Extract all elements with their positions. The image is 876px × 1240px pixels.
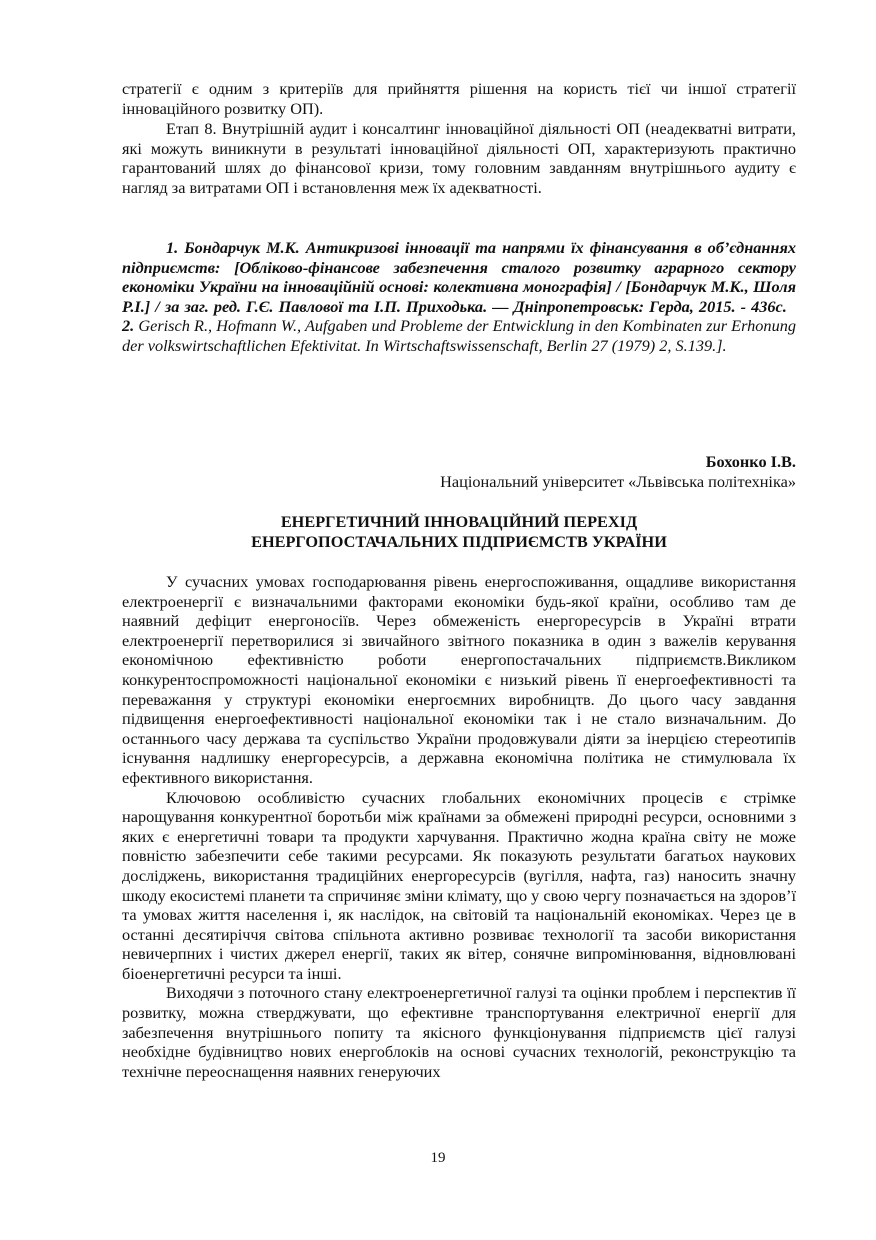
body-paragraph: Виходячи з поточного стану електроенергетичної галузі та оцінки проблем і перспектив її розвитку, можна стверджувати, що ефективне транспортування електричної енергії для забезпечення внутрішнього попиту та якісного функціонування підприємств цієї галузі необхідне будівництво нових енергоблоків на основі сучасних технологій, реконструкцію та технічне переоснащення наявних генеруючих <box>122 983 796 1081</box>
top-section <box>122 79 796 198</box>
article-title-line-1: ЕНЕРГЕТИЧНИЙ ІННОВАЦІЙНИЙ ПЕРЕХІД <box>280 512 638 532</box>
author-name: Бохонко І.В. <box>705 452 796 471</box>
page-number: 19 <box>430 1150 446 1166</box>
article-body <box>122 572 796 1081</box>
continuation-paragraph: стратегії є одним з критеріїв для прийняття рішення на користь тієї чи іншої стратегії інноваційного розвитку ОП). <box>122 79 796 118</box>
body-paragraph: Ключовою особливістю сучасних глобальних економічних процесів є стрімке нарощування конкурентної боротьби між країнами за обмежені природні ресурси, основними з яких є енергетичні товари та продукти харчування. Практично жодна країна світу не може повністю забезпечити себе такими ресурсами. Як показують результати багатьох наукових досліджень, використання традиційних енергоресурсів (вугілля, нафта, газ) наносить значну шкоду екосистемі планети та спричиняє зміни клімату, що у свою чергу позначається на здоров’ї та умовах життя населення і, як наслідок, на світовій та національній економіках. Через це в останні десятиріччя світова спільнота активно розвиває технології та засоби використання невичерпних і чистих джерел енергії, таких як вітер, сонячне випромінювання, відновлювані біоенергетичні ресурси та інші. <box>122 787 796 983</box>
author-affiliation: Національний університет «Львівська політехніка» <box>440 471 796 491</box>
body-paragraph: У сучасних умовах господарювання рівень енергоспоживання, ощадливе використання електроенергії є визначальними факторами економіки будь-якої країни, особливо там де наявний дефіцит енергоносіїв. Через обмеженість енергоресурсів в Україні втрати електроенергії перетворилися зі звичайного звітного показника в один з важелів керування економічною ефективністю роботи енергопостачальних підприємств.Викликом конкурентоспроможності національної економіки є низький рівень її енергоефективності та переважання у структурі економіки енергоємних виробництв. До цього часу завдання підвищення енергоефективності національної економіки так і не стало визначальним. До останнього часу держава та суспільство України продовжували діяти за інерцією стереотипів існування надлишку енергоресурсів, а державна економічна політика не стимулювала їх ефективного використання. <box>122 572 796 787</box>
stage-8-paragraph: Етап 8. Внутрішній аудит і консалтинг інноваційної діяльності ОП (неадекватні витрати, які можуть виникнути в результаті інноваційної діяльності ОП, характеризують практично гарантований шлях до фінансової кризи, тому головним завданням внутрішнього аудиту є нагляд за витратами ОП і встановлення меж їх адекватності. <box>122 119 796 197</box>
article-title-line-2: ЕНЕРГОПОСТАЧАЛЬНИХ ПІДПРИЄМСТВ УКРАЇНИ <box>251 532 667 552</box>
reference-2: Gerisch R., Hofmann W., Aufgaben und Probleme der Entwicklung in den Kombinaten zur Erhonung der volkswirtschaftlichen Efektivitat. In Wirtschaftswissenschaft, Berlin 27 (1979) 2, S.139.]. <box>122 316 796 355</box>
references <box>122 238 796 356</box>
reference-2-number: 2. <box>122 316 135 336</box>
reference-1: 1. Бондарчук М.К. Антикризові інновації та напрями їх фінансування в об’єднаннях підприємств: [Обліково-фінансове забезпечення сталого розвитку аграрного сектору економіки України на інноваційній основі: колективна монографія] / [Бондарчук М.К., Шоля Р.І.] / за заг. ред. Г.Є. Павлової та І.П. Приходька. — Дніпропетровськ: Герда, 2015. - 436с. <box>122 238 796 316</box>
article-header <box>122 452 796 552</box>
